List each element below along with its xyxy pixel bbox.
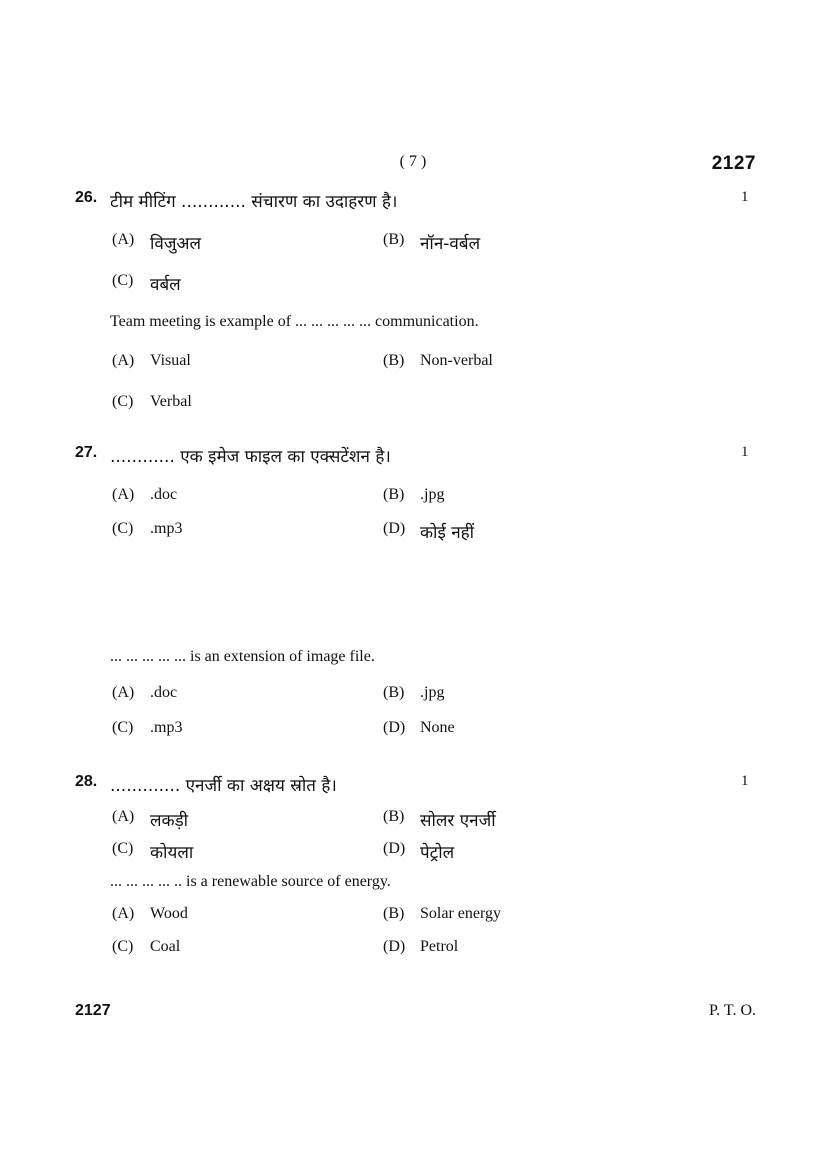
- option-label: (A): [112, 684, 135, 701]
- question-27-english-options-cd: [0, 719, 826, 745]
- question-text-hindi: ............. एनर्जी का अक्षय स्रोत है।: [110, 776, 337, 796]
- option-label: (B): [383, 905, 405, 922]
- option-label: (C): [112, 393, 134, 410]
- option-label: (A): [112, 352, 135, 369]
- question-26-english-stem: [0, 313, 826, 339]
- option-label: (B): [383, 231, 405, 248]
- option-label: (C): [112, 938, 134, 955]
- option-text: .doc: [150, 486, 178, 503]
- option-text: .jpg: [420, 486, 445, 503]
- question-27-english-stem: [0, 648, 826, 674]
- option-text: विजुअल: [150, 234, 201, 254]
- option-label: (B): [383, 352, 405, 369]
- page-footer: [0, 1002, 826, 1028]
- option-text: नॉन-वर्बल: [420, 234, 481, 254]
- option-text: Verbal: [150, 393, 192, 410]
- option-text: .jpg: [420, 684, 445, 701]
- question-28-hindi-options-cd: [0, 840, 826, 866]
- question-marks: 1: [741, 444, 749, 460]
- question-28-hindi-options-ab: [0, 808, 826, 834]
- question-28-english-options-ab: [0, 905, 826, 931]
- option-text: Non-verbal: [420, 352, 493, 369]
- option-text: सोलर एनर्जी: [420, 811, 496, 831]
- question-26-hindi-options-ab: [0, 231, 826, 257]
- option-label: (B): [383, 684, 405, 701]
- question-text-hindi: टीम मीटिंग ............ संचारण का उदाहरण है।: [110, 192, 398, 212]
- option-label: (C): [112, 272, 134, 289]
- question-text-hindi: ............ एक इमेज फाइल का एक्सटेंशन है।: [110, 447, 391, 467]
- option-text: .mp3: [150, 719, 183, 736]
- option-label: (B): [383, 486, 405, 503]
- pto-label: P. T. O.: [709, 1002, 756, 1019]
- option-text: पेट्रोल: [420, 843, 455, 863]
- question-marks: 1: [741, 189, 749, 205]
- option-text: लकड़ी: [150, 811, 189, 831]
- option-label: (A): [112, 808, 135, 825]
- question-28-english-options-cd: [0, 938, 826, 964]
- page-number: ( 7 ): [399, 153, 427, 170]
- paper-code-footer: 2127: [75, 1002, 111, 1019]
- option-text: Solar energy: [420, 905, 502, 922]
- question-number: 26.: [75, 189, 98, 206]
- option-text: Coal: [150, 938, 181, 955]
- paper-code-header: 2127: [711, 153, 756, 174]
- question-27-hindi-stem: [0, 444, 826, 470]
- question-28-hindi-stem: [0, 773, 826, 799]
- option-text: .mp3: [150, 520, 183, 537]
- question-text-english: Team meeting is example of ... ... ... ... ... communication.: [110, 313, 479, 330]
- question-text-english: ... ... ... ... .. is a renewable source of energy.: [110, 873, 391, 890]
- question-26-english-options-ab: [0, 352, 826, 378]
- option-text: कोयला: [150, 843, 194, 863]
- question-marks: 1: [741, 773, 749, 789]
- question-26-hindi-stem: [0, 189, 826, 215]
- option-text: Petrol: [420, 938, 459, 955]
- option-label: (A): [112, 231, 135, 248]
- option-text: None: [420, 719, 455, 736]
- question-number: 27.: [75, 444, 98, 461]
- question-27-english-options-ab: [0, 684, 826, 710]
- option-text: वर्बल: [150, 275, 181, 295]
- question-26-hindi-options-c: [0, 272, 826, 298]
- question-28-english-stem: [0, 873, 826, 899]
- option-label: (B): [383, 808, 405, 825]
- option-text: .doc: [150, 684, 178, 701]
- question-26-english-options-c: [0, 393, 826, 419]
- option-label: (D): [383, 719, 406, 736]
- question-text-english: ... ... ... ... ... is an extension of image file.: [110, 648, 375, 665]
- option-label: (A): [112, 486, 135, 503]
- option-label: (D): [383, 520, 406, 537]
- option-label: (D): [383, 840, 406, 857]
- option-text: Visual: [150, 352, 191, 369]
- option-text: Wood: [150, 905, 188, 922]
- option-label: (A): [112, 905, 135, 922]
- option-label: (C): [112, 840, 134, 857]
- question-27-hindi-options-cd: [0, 520, 826, 546]
- page-header: [0, 153, 826, 179]
- option-text: कोई नहीं: [420, 523, 475, 543]
- option-label: (D): [383, 938, 406, 955]
- question-number: 28.: [75, 773, 98, 790]
- option-label: (C): [112, 520, 134, 537]
- option-label: (C): [112, 719, 134, 736]
- question-27-hindi-options-ab: [0, 486, 826, 512]
